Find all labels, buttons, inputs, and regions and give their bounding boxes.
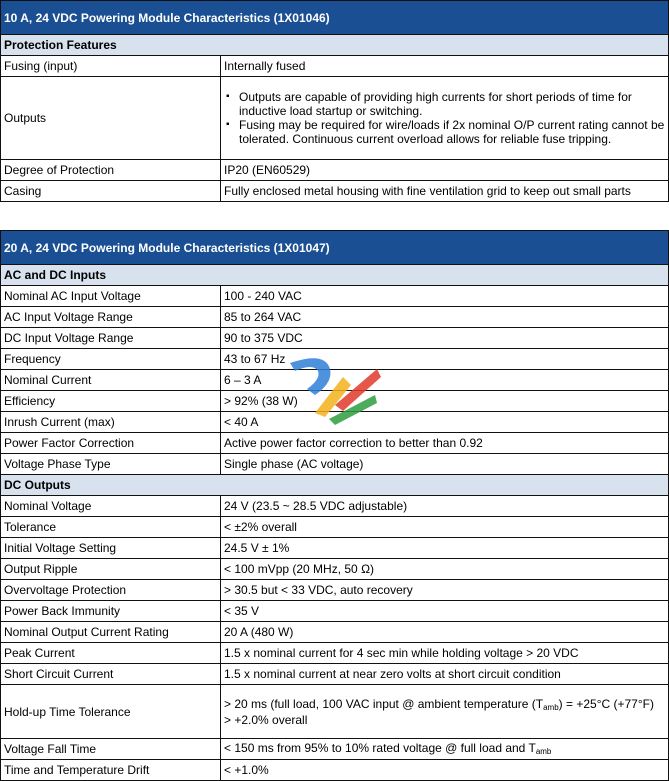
- row-label: Nominal AC Input Voltage: [1, 286, 221, 307]
- holdup-line-1: > 20 ms (full load, 100 VAC input @ ambient temperature $(T_{amb}) = +25^\circ C$ (+77°F): [224, 696, 654, 712]
- bullet-item: ▪ Outputs are capable of providing high currents for short periods of time for inductive load startup or switching.: [224, 90, 665, 118]
- bullet-item: ▪ Fusing may be required for wire/loads if 2x nominal O/P current rating cannot be tolerated. Continuous current overload allows for reliable fuse tripping.: [224, 118, 665, 146]
- table-row: [1, 760, 669, 781]
- table-row: [1, 622, 669, 643]
- table-row: [1, 181, 669, 202]
- row-value: > 92% (38 W): [221, 391, 669, 412]
- row-value: 100 - 240 VAC: [221, 286, 669, 307]
- row-value: 1.5 x nominal current for 4 sec min while holding voltage > 20 VDC: [221, 643, 669, 664]
- table-row: [1, 56, 669, 77]
- row-value: Single phase (AC voltage): [221, 454, 669, 475]
- row-label: Short Circuit Current: [1, 664, 221, 685]
- row-label: Nominal Voltage: [1, 496, 221, 517]
- table-row: [1, 496, 669, 517]
- row-label: Nominal Output Current Rating: [1, 622, 221, 643]
- row-label: Degree of Protection: [1, 160, 221, 181]
- row-value: 6 – 3 A: [221, 370, 669, 391]
- row-label: Fusing (input): [1, 56, 221, 77]
- row-label: Overvoltage Protection: [1, 580, 221, 601]
- row-label: Voltage Phase Type: [1, 454, 221, 475]
- row-label: Inrush Current (max): [1, 412, 221, 433]
- section-header: DC Outputs: [1, 475, 669, 496]
- row-label: Power Back Immunity: [1, 601, 221, 622]
- row-value: 24 V (23.5 ~ 28.5 VDC adjustable): [221, 496, 669, 517]
- row-value: 24.5 V ± 1%: [221, 538, 669, 559]
- section-header: Protection Features: [1, 35, 669, 56]
- table-title: 10 A, 24 VDC Powering Module Characteristics (1X01046): [1, 1, 669, 35]
- spec-table-20a: [0, 230, 669, 781]
- holdup-line-2: > +2.0% overall: [224, 712, 308, 727]
- row-value: 43 to 67 Hz: [221, 349, 669, 370]
- row-label: Peak Current: [1, 643, 221, 664]
- table-row: [1, 664, 669, 685]
- row-label: Outputs: [1, 77, 221, 160]
- row-label: Output Ripple: [1, 559, 221, 580]
- row-label: Frequency: [1, 349, 221, 370]
- row-label: AC Input Voltage Range: [1, 307, 221, 328]
- row-value: 1.5 x nominal current at near zero volts at short circuit condition: [221, 664, 669, 685]
- table-row: [1, 433, 669, 454]
- table-row: [1, 739, 669, 760]
- table-row: [1, 643, 669, 664]
- table-row: [1, 517, 669, 538]
- row-label: Initial Voltage Setting: [1, 538, 221, 559]
- watermark-logo-icon: [285, 355, 385, 425]
- row-value: IP20 (EN60529): [221, 160, 669, 181]
- row-value: < +1.0%: [221, 760, 669, 781]
- row-label: Nominal Current: [1, 370, 221, 391]
- table-row: [1, 77, 669, 160]
- row-value: < 100 mVpp (20 MHz, 50 Ω): [221, 559, 669, 580]
- row-label: Time and Temperature Drift: [1, 760, 221, 781]
- row-label: Casing: [1, 181, 221, 202]
- row-value: 90 to 375 VDC: [221, 328, 669, 349]
- row-value: < ±2% overall: [221, 517, 669, 538]
- table-row: [1, 160, 669, 181]
- row-value: < 40 A: [221, 412, 669, 433]
- table-row: [1, 580, 669, 601]
- table-title: 20 A, 24 VDC Powering Module Characteristics (1X01047): [1, 231, 669, 265]
- row-value: < 35 V: [221, 601, 669, 622]
- row-label: Efficiency: [1, 391, 221, 412]
- spec-table-10a: [0, 0, 669, 202]
- row-value: < 150 ms from 95% to 10% rated voltage @ full load and $T_{amb}$: [221, 739, 669, 760]
- row-value: Active power factor correction to better than 0.92: [221, 433, 669, 454]
- row-label: DC Input Voltage Range: [1, 328, 221, 349]
- table-row: [1, 685, 669, 739]
- section-header: AC and DC Inputs: [1, 265, 669, 286]
- row-value: > 30.5 but < 33 VDC, auto recovery: [221, 580, 669, 601]
- table-row: [1, 601, 669, 622]
- row-label: Power Factor Correction: [1, 433, 221, 454]
- table-row: [1, 454, 669, 475]
- row-value: Fully enclosed metal housing with fine ventilation grid to keep out small parts: [221, 181, 669, 202]
- row-value: Internally fused: [221, 56, 669, 77]
- row-value: 20 A (480 W): [221, 622, 669, 643]
- row-label: Tolerance: [1, 517, 221, 538]
- table-row: [1, 328, 669, 349]
- row-label: Voltage Fall Time: [1, 739, 221, 760]
- row-value: 85 to 264 VAC: [221, 307, 669, 328]
- table-row: [1, 286, 669, 307]
- table-row: [1, 559, 669, 580]
- row-value: [221, 685, 669, 739]
- table-row: [1, 307, 669, 328]
- table-row: [1, 538, 669, 559]
- row-value: [221, 77, 669, 160]
- row-label: Hold-up Time Tolerance: [1, 685, 221, 739]
